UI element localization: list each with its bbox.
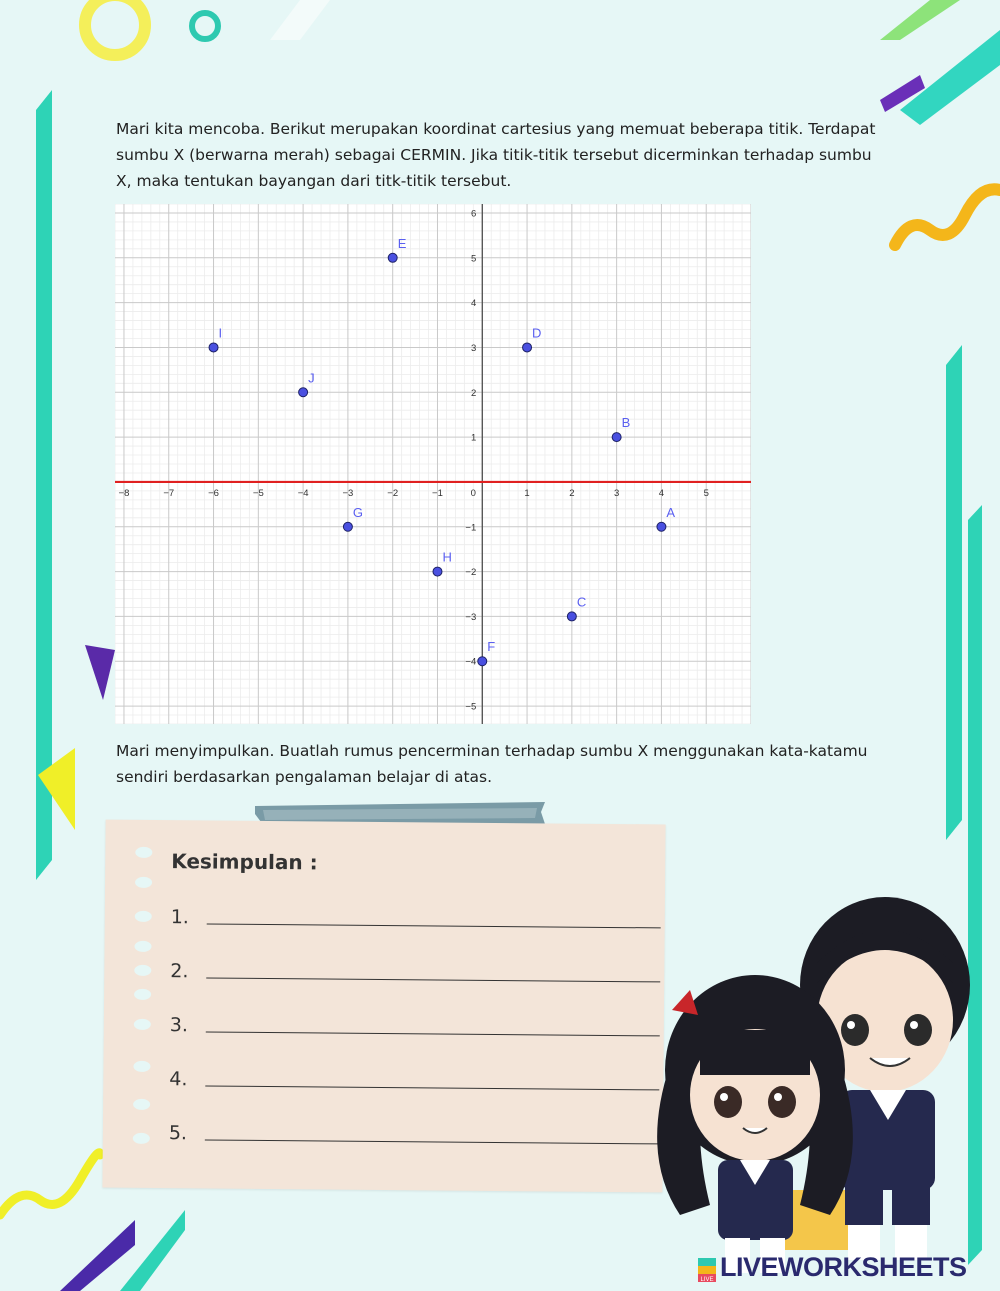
brand-name: LIVEWORKSHEETS bbox=[720, 1252, 967, 1282]
x-tick-label: 2 bbox=[569, 487, 575, 499]
line-number: 4. bbox=[169, 1068, 188, 1091]
x-tick-label: −2 bbox=[387, 487, 399, 499]
y-tick-label: −4 bbox=[465, 656, 477, 668]
conclusion-prompt: Mari menyimpulkan. Buatlah rumus pencerminan terhadap sumbu X menggunakan kata-katamu sendiri berdasarkan pengalaman belajar di atas. bbox=[116, 742, 868, 786]
point-label-c: C bbox=[576, 594, 587, 610]
binder-hole bbox=[133, 1133, 150, 1144]
binder-hole bbox=[133, 1099, 150, 1110]
point-label-d: D bbox=[532, 325, 542, 341]
x-tick-label: 5 bbox=[703, 487, 709, 499]
binder-hole bbox=[135, 911, 152, 922]
x-tick-label: −6 bbox=[208, 487, 219, 499]
x-tick-label: −1 bbox=[432, 487, 443, 499]
line-number: 1. bbox=[170, 906, 190, 929]
point-j bbox=[299, 388, 308, 397]
line-number: 2. bbox=[170, 960, 189, 983]
point-label-h: H bbox=[442, 549, 452, 565]
binder-hole bbox=[134, 1019, 151, 1030]
point-g bbox=[343, 522, 352, 531]
x-tick-label: 4 bbox=[658, 487, 665, 499]
point-d bbox=[523, 343, 532, 352]
binder-hole bbox=[134, 941, 151, 952]
x-tick-label: −8 bbox=[118, 487, 130, 499]
x-tick-label: −4 bbox=[297, 487, 309, 499]
y-tick-label: 4 bbox=[470, 298, 477, 310]
conclusion-title: Kesimpulan : bbox=[171, 849, 318, 875]
conclusion-line-2[interactable] bbox=[170, 954, 660, 988]
answer-blank-3[interactable] bbox=[206, 1031, 660, 1036]
line-number: 3. bbox=[169, 1014, 189, 1037]
students-illustration bbox=[630, 890, 970, 1280]
point-i bbox=[209, 343, 218, 352]
x-tick-label: 0 bbox=[470, 487, 476, 499]
y-tick-label: −5 bbox=[465, 701, 477, 713]
point-h bbox=[433, 567, 442, 576]
point-e bbox=[388, 253, 397, 262]
answer-blank-4[interactable] bbox=[205, 1085, 659, 1090]
y-tick-label: 2 bbox=[470, 387, 477, 399]
binder-hole bbox=[134, 989, 151, 1000]
conclusion-line-3[interactable] bbox=[170, 1008, 660, 1042]
point-label-a: A bbox=[666, 504, 676, 520]
x-tick-label: −3 bbox=[342, 487, 354, 499]
conclusion-note bbox=[102, 820, 665, 1193]
answer-blank-5[interactable] bbox=[205, 1139, 659, 1144]
conclusion-line-4[interactable] bbox=[169, 1062, 659, 1096]
point-label-i: I bbox=[218, 325, 223, 341]
binder-hole bbox=[133, 1061, 150, 1072]
y-tick-label: 5 bbox=[470, 253, 477, 265]
point-label-e: E bbox=[397, 235, 407, 251]
point-label-f: F bbox=[487, 639, 496, 655]
y-tick-label: −3 bbox=[465, 611, 477, 623]
point-c bbox=[567, 612, 576, 621]
x-tick-label: −5 bbox=[252, 487, 264, 499]
conclusion-line-5[interactable] bbox=[169, 1116, 659, 1150]
x-tick-label: 1 bbox=[524, 487, 530, 499]
point-b bbox=[612, 433, 621, 442]
x-tick-label: −7 bbox=[163, 487, 175, 499]
point-a bbox=[657, 522, 666, 531]
intro-paragraph: Mari kita mencoba. Berikut merupakan koordinat cartesius yang memuat beberapa titik. Terdapat sumbu X (berwarna merah) sebagai CERMIN. Jika titik-titik tersebut dicerminkan terhadap sumbu X, maka tentukan bayangan dari titk-titik tersebut. bbox=[116, 120, 876, 190]
line-number: 5. bbox=[168, 1122, 188, 1145]
y-tick-label: −2 bbox=[465, 567, 477, 579]
answer-blank-2[interactable] bbox=[206, 977, 660, 982]
y-tick-label: −1 bbox=[465, 522, 477, 534]
x-tick-label: 3 bbox=[613, 487, 620, 499]
point-label-j: J bbox=[308, 370, 315, 386]
cartesian-graph bbox=[115, 204, 751, 724]
liveworksheets-brand bbox=[698, 1252, 998, 1288]
answer-blank-1[interactable] bbox=[207, 923, 661, 928]
point-label-b: B bbox=[621, 415, 631, 431]
binder-hole bbox=[134, 965, 151, 976]
y-tick-label: 3 bbox=[470, 342, 477, 354]
binder-hole bbox=[135, 847, 152, 858]
liveworksheets-logo-icon bbox=[698, 1258, 716, 1282]
binder-hole bbox=[135, 877, 152, 888]
point-label-g: G bbox=[352, 504, 364, 520]
svg-text:LIVE: LIVE bbox=[700, 1277, 714, 1282]
y-tick-label: 6 bbox=[470, 208, 477, 220]
point-f bbox=[478, 657, 487, 666]
y-tick-label: 1 bbox=[470, 432, 477, 444]
conclusion-line-1[interactable] bbox=[171, 900, 661, 934]
